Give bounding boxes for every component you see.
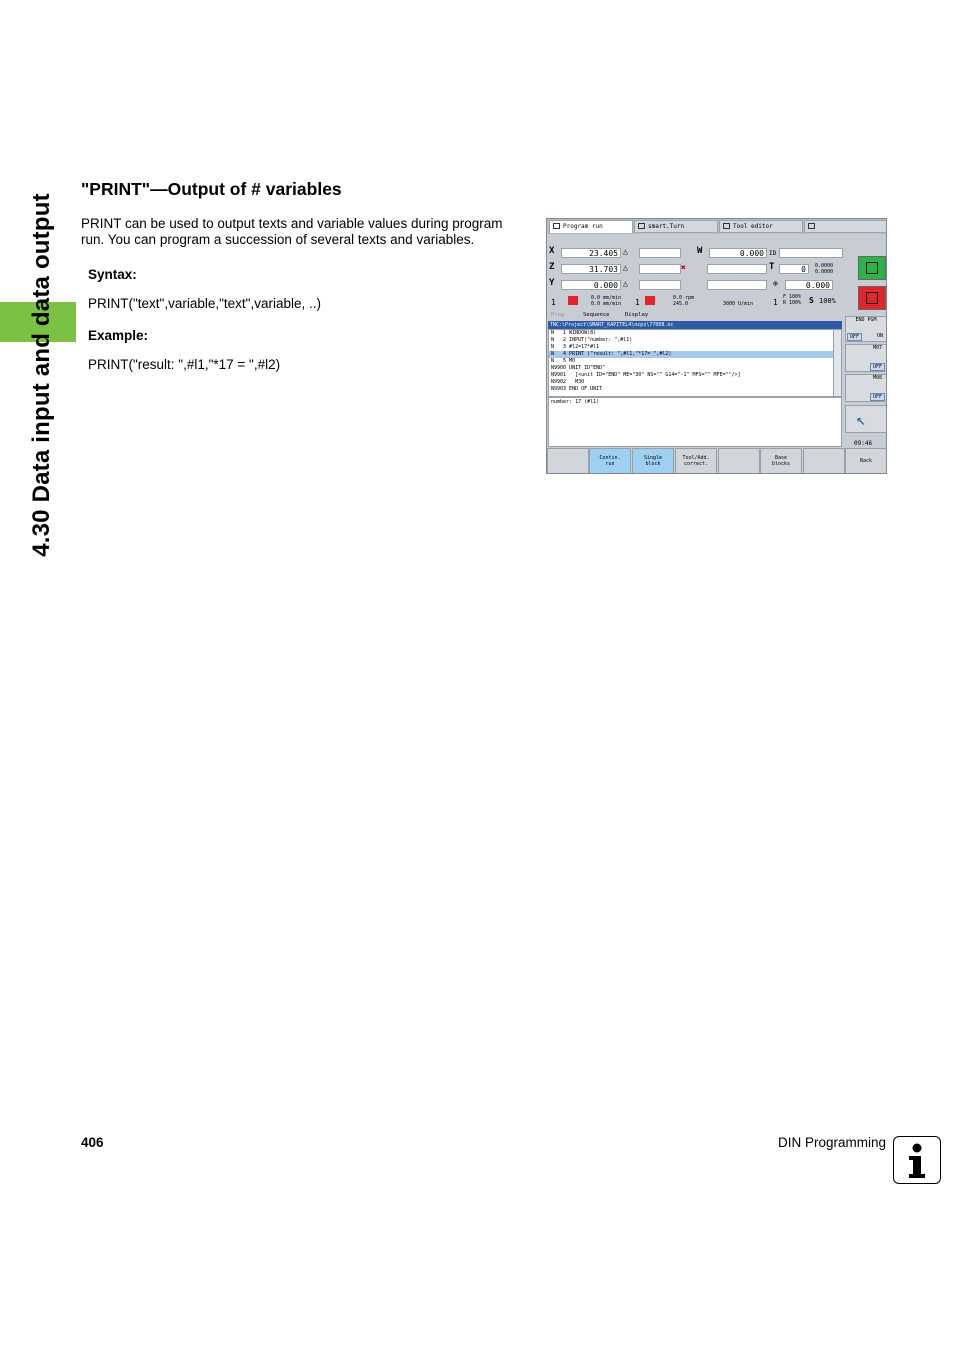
delta-icon: △ — [623, 247, 628, 256]
delta-icon: △ — [623, 279, 628, 288]
rpm-value-1: 0.0 rpm — [673, 295, 695, 301]
xd-value: 0.0000 — [815, 263, 834, 269]
section-title: "PRINT"—Output of # variables — [81, 179, 342, 199]
tool-holder-icon: ✖ — [681, 263, 686, 272]
program-line[interactable]: N 4 PRINT ("result: ",#l1,"*17= ",#l2) — [549, 351, 841, 358]
softkey-tool-correct[interactable]: Tool/Add. correct. — [675, 448, 717, 474]
axis-w-label: W — [697, 246, 703, 256]
file-path-bar: TNC:\Project\SMART_KAPITEL4\ncps\77008.nc — [548, 321, 842, 329]
y-position-value: 0.000 — [561, 280, 621, 290]
program-line[interactable]: N9901 [<unit ID="END" ME="30" NS="" G14="-1" MFS="" MFE=""/>] — [551, 372, 741, 378]
cnc-screenshot — [546, 218, 887, 474]
feed-override: F 100% — [783, 294, 802, 300]
tab-tool-editor[interactable]: Tool editor — [719, 220, 803, 233]
view-bar — [547, 310, 843, 320]
z-dist-field — [639, 264, 681, 274]
softkey-7[interactable] — [803, 448, 845, 474]
cycle-stop-button[interactable] — [858, 286, 886, 310]
clock-display: 09:46 — [854, 440, 873, 447]
c-position-value: 0.000 — [785, 280, 833, 290]
program-line[interactable]: N 3 #l2=17*#l1 — [551, 344, 600, 350]
program-line[interactable]: N 1 WINDOW(8) — [551, 330, 597, 336]
axis-y-label: Y — [549, 278, 555, 288]
page-number: 406 — [81, 1135, 104, 1150]
axis-z-label: Z — [549, 262, 555, 272]
program-line[interactable]: N 5 M0 — [551, 358, 576, 364]
aux-field — [707, 280, 767, 290]
arrow-icon — [638, 223, 645, 229]
footer-chapter-name: DIN Programming — [777, 1135, 886, 1150]
delta-icon: △ — [623, 263, 628, 272]
program-line[interactable]: N 2 INPUT("number: ",#l1) — [551, 337, 633, 343]
view-tab-display[interactable]: Display — [625, 312, 649, 318]
program-line[interactable]: N9902 M30 — [551, 379, 585, 385]
print-output-window: number: 17 (#l1) — [548, 397, 842, 447]
x-dist-field — [639, 248, 681, 258]
jog-button[interactable] — [845, 405, 887, 433]
id-label: ID — [769, 250, 777, 257]
x-position-value: 23.405 — [561, 248, 621, 258]
program-scrollbar[interactable] — [833, 330, 841, 396]
view-tab-sequence[interactable]: Sequence — [583, 312, 610, 318]
softkey-contin-run[interactable]: Contin. run — [589, 448, 631, 474]
m07-button[interactable]: M07 OFF — [845, 344, 887, 372]
info-icon — [893, 1136, 941, 1184]
cycle-start-icon — [866, 262, 878, 274]
softkey-1[interactable] — [547, 448, 589, 474]
example-code: PRINT("result: ",#l1,"*17 = ",#l2) — [88, 357, 281, 372]
axis-x-label: X — [549, 246, 555, 256]
slide-number: 1 — [551, 298, 556, 307]
example-label: Example: — [88, 328, 149, 343]
syntax-label: Syntax: — [88, 267, 137, 282]
arrow-icon — [553, 223, 560, 229]
w-position-value: 0.000 — [709, 248, 767, 258]
feed-value-2: 0.0 mm/min — [591, 301, 622, 307]
view-tab-prog[interactable]: Prog — [551, 312, 565, 318]
speed-value: 3000 U/min — [723, 301, 754, 307]
feed-value-1: 0.0 mm/min — [591, 295, 622, 301]
tab-smart-turn[interactable]: smart.Turn — [634, 220, 718, 233]
arrow-diagonal-icon: ↖ — [856, 410, 866, 429]
program-line[interactable]: N9903 END OF UNIT — [551, 386, 603, 392]
axis-t-label: T — [769, 262, 775, 272]
cycle-stop-icon — [866, 292, 878, 304]
cycle-start-button[interactable] — [858, 256, 886, 280]
intro-paragraph: PRINT can be used to output texts and variable values during program run. You can program a succession of several texts and variables. — [81, 216, 503, 247]
end-pgm-button[interactable]: END PGM OFF ON — [845, 316, 887, 342]
softkey-bar — [547, 448, 887, 474]
z-position-value: 31.703 — [561, 264, 621, 274]
spindle-icon: ⊕ — [773, 279, 778, 288]
zd-value: 0.0000 — [815, 269, 834, 275]
softkey-back[interactable]: Back — [845, 448, 887, 474]
floppy-icon — [808, 223, 815, 229]
channel-number: 1 — [773, 298, 778, 307]
softkey-single-block[interactable]: Single block — [632, 448, 674, 474]
syntax-code: PRINT("text",variable,"text",variable, ..) — [88, 296, 321, 311]
tab-program-run[interactable]: Program run — [549, 220, 633, 233]
tab-save[interactable] — [804, 220, 887, 233]
softkey-5[interactable] — [718, 448, 760, 474]
spindle-override: 100% — [819, 297, 836, 305]
s-label: S — [809, 296, 814, 305]
spindle-alert-icon — [645, 296, 655, 305]
y-dist-field — [639, 280, 681, 290]
id-field — [779, 248, 843, 258]
m08-button[interactable]: M08 OFF — [845, 374, 887, 402]
tab-bar — [547, 219, 887, 234]
rpm-value-2: 245.0 — [673, 301, 689, 307]
tool-field — [707, 264, 767, 274]
t-value: 0 — [779, 264, 809, 274]
spindle-number: 1 — [635, 298, 640, 307]
softkey-base-blocks[interactable]: Base blocks — [760, 448, 802, 474]
rapid-override: R 100% — [783, 300, 802, 306]
tool-icon — [723, 223, 730, 229]
program-listing[interactable] — [548, 329, 842, 397]
program-line[interactable]: N9900 UNIT ID"END" — [551, 365, 606, 371]
feed-alert-icon — [568, 296, 578, 305]
